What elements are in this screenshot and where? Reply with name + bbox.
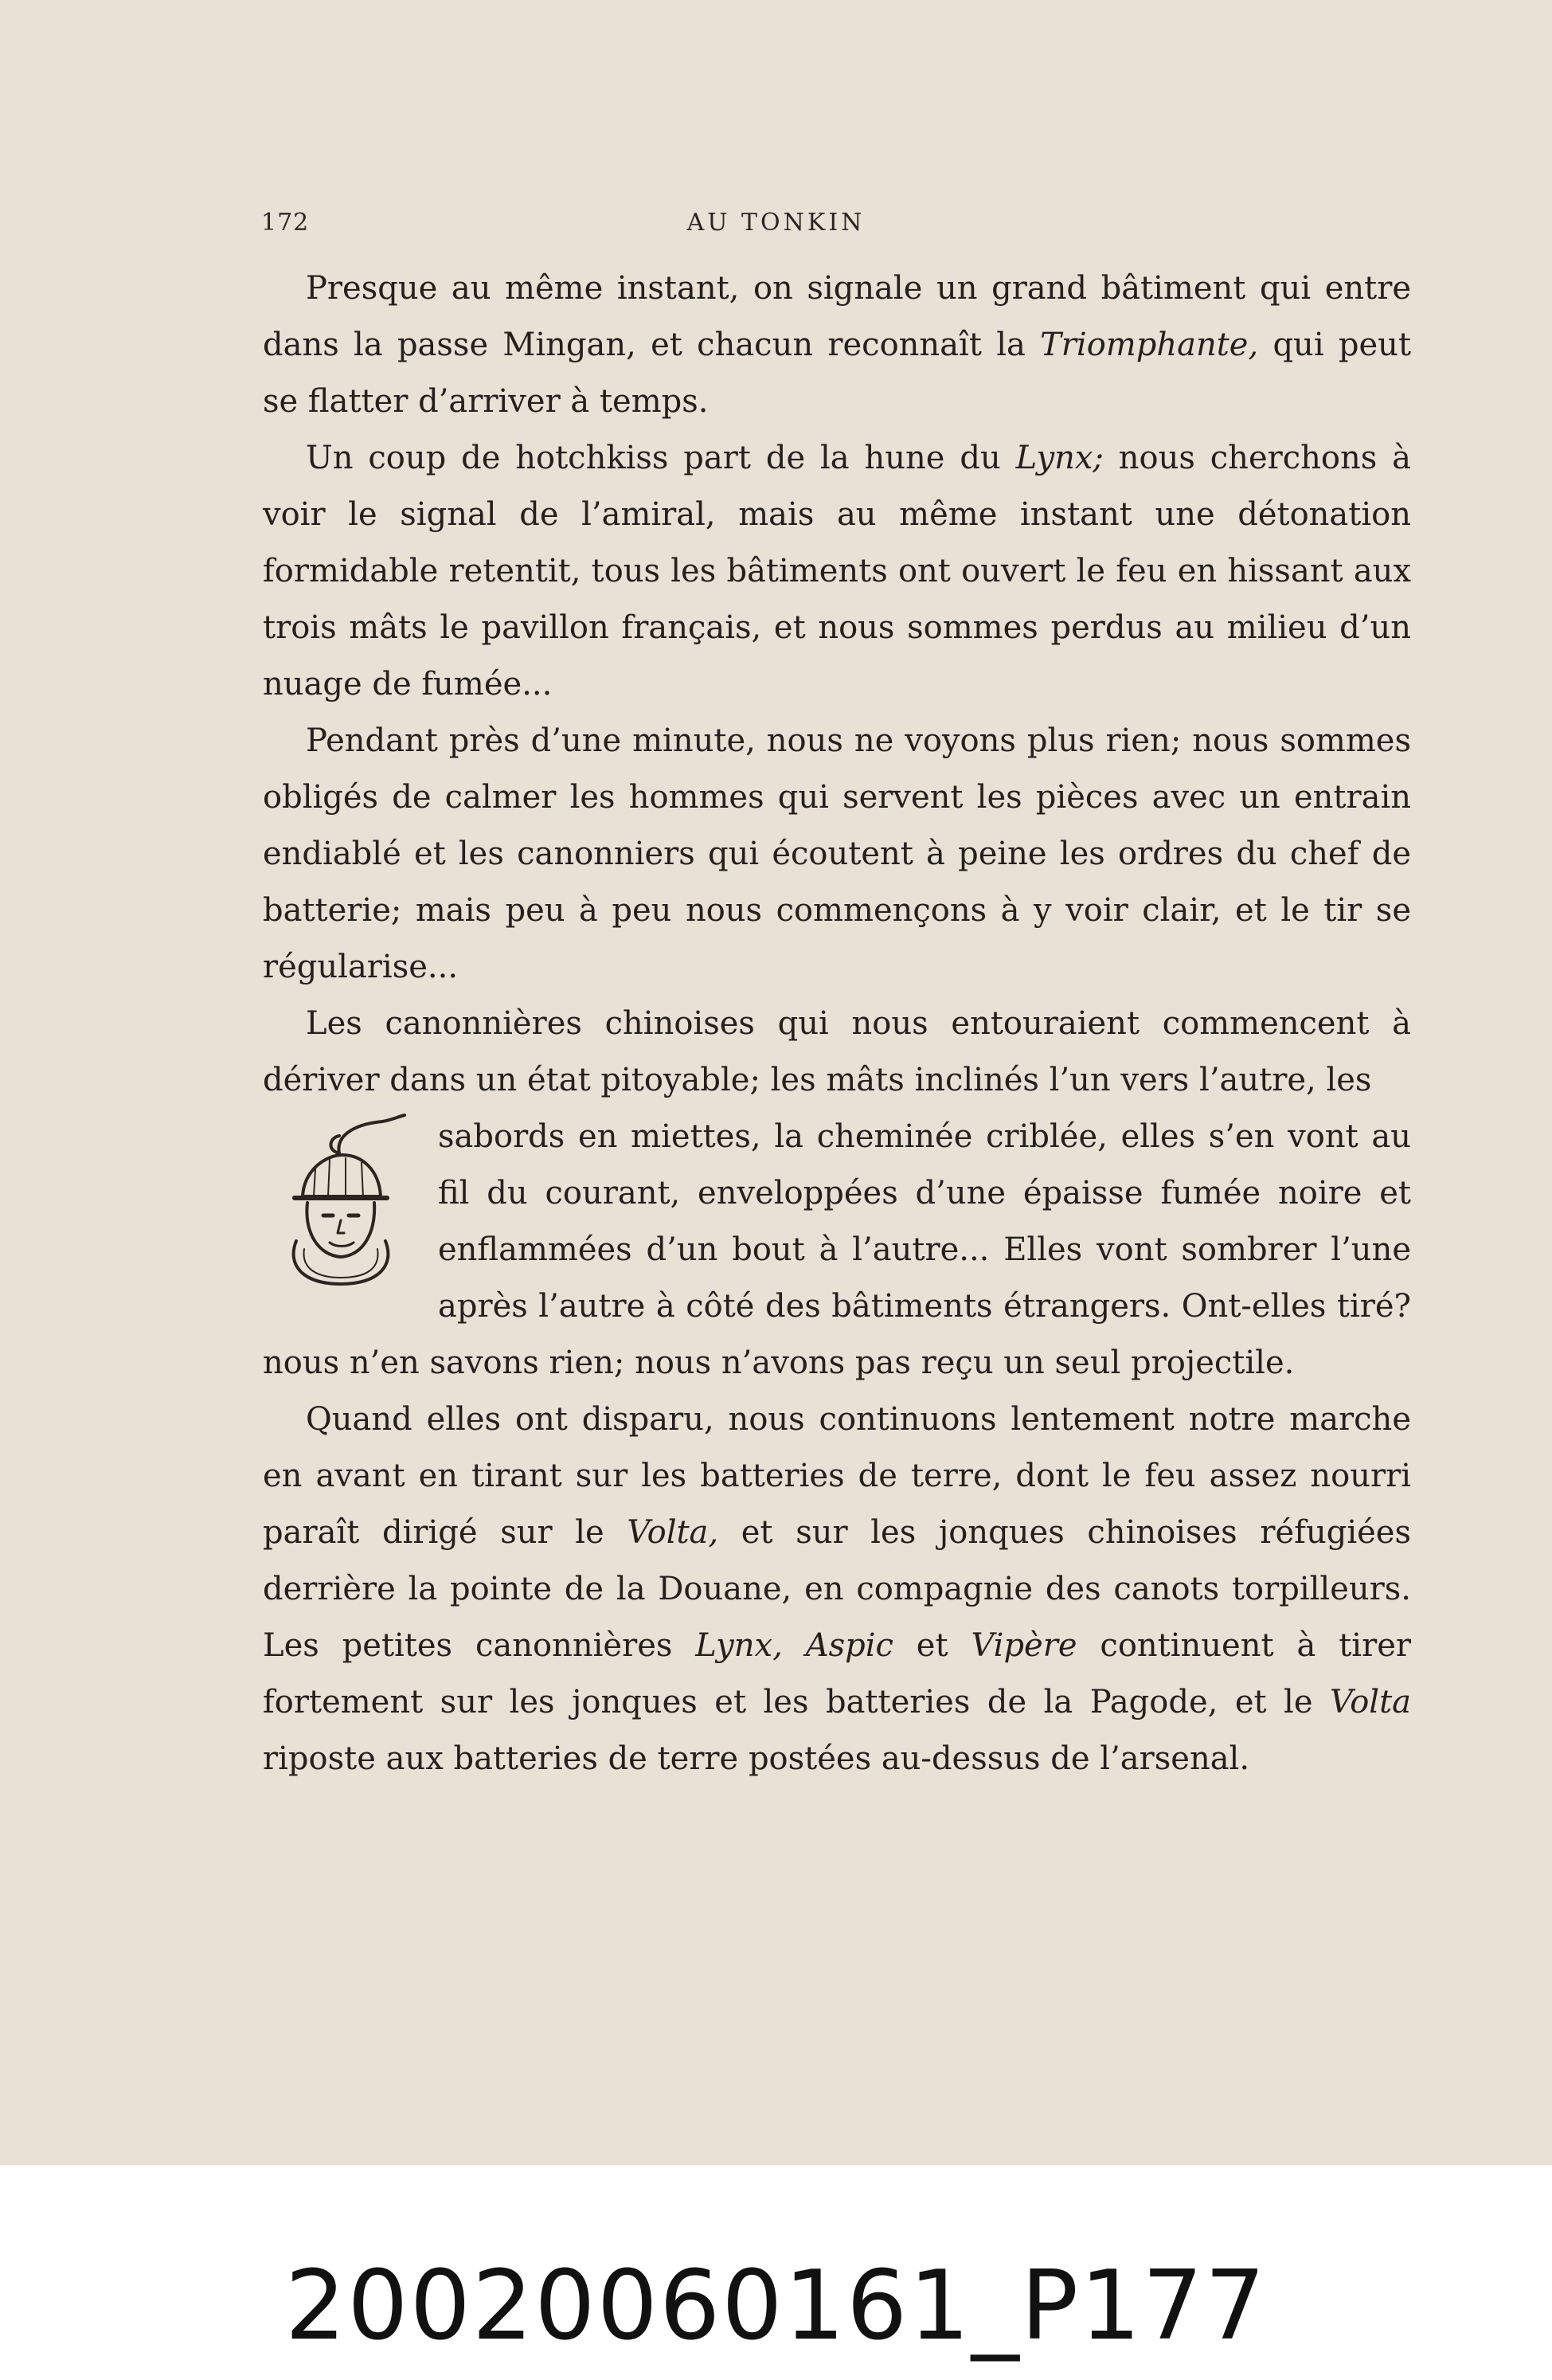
italic-run: Volta, [627,1514,719,1551]
text-run: Un coup de hotchkiss part de la hune du [306,440,1016,476]
page-body [263,260,1411,1787]
paragraph [263,430,1411,713]
text-run: Quand elles ont disparu, nous continuons lentement notre marche en avant en tirant sur les batteries de terre, dont le feu assez nourri paraît dirigé sur le [263,1401,1411,1551]
running-title: AU TONKIN [686,209,866,237]
italic-run: Lynx; [1015,440,1104,476]
page-number: 172 [261,209,310,237]
paragraph [263,260,1411,430]
text-run: riposte aux batteries de terre postées au-dessus de l’arsenal. [263,1740,1250,1777]
sailor-head-vignette-icon [263,1114,416,1292]
italic-run: Volta [1329,1684,1411,1720]
text-run: Presque au même instant, on signale un grand bâtiment qui entre dans la passe Mingan, et chacun reconnaît la [263,270,1411,363]
paragraph [263,996,1411,1392]
italic-run: Lynx, Aspic [695,1627,893,1664]
scan-footer [0,2165,1552,2380]
page-header [0,209,1552,241]
paragraph [263,713,1411,996]
text-run: et sur les jonques chinoises réfugiées derrière la pointe de la Douane, en compagnie des canots torpilleurs. Les petites canonnières [263,1514,1411,1664]
italic-run: Vipère [971,1627,1077,1664]
text-run: sabords en miettes, la cheminée criblée, elles s’en vont au fil du courant, enveloppées d’une épaisse fumée noire et enflammées d’un bout à l’autre... Elles vont sombrer l’une après l’autre à côté des bâtiments étrangers. Ont-elles tiré? nous n’en savons rien; nous n’avons pas reçu un seul projectile. [263,1118,1411,1381]
text-run: Les canonnières chinoises qui nous entouraient commencent à dériver dans un état pitoyable; les mâts inclinés l’un vers l’autre, les [263,1005,1411,1098]
text-run: continuent à tirer fortement sur les jonques et les batteries de la Pagode, et le [263,1627,1411,1720]
text-run: Pendant près d’une minute, nous ne voyons plus rien; nous sommes obligés de calmer les hommes qui servent les pièces avec un entrain endiablé et les canonniers qui écoutent à peine les ordres du chef de batterie; mais peu à peu nous commençons à y voir clair, et le tir se régularise... [263,722,1411,985]
paragraph [263,1392,1411,1787]
text-run: et [893,1627,971,1664]
italic-run: Triomphante, [1040,327,1259,363]
text-run: nous cherchons à voir le signal de l’amiral, mais au même instant une détonation formidable retentit, tous les bâtiments ont ouvert le feu en hissant aux trois mâts le pavillon français, et nous sommes perdus au milieu d’un nuage de fumée... [263,440,1411,703]
scan-identifier: 20020060161_P177 [284,2251,1268,2362]
text-run: qui peut se flatter d’arriver à temps. [263,327,1412,420]
